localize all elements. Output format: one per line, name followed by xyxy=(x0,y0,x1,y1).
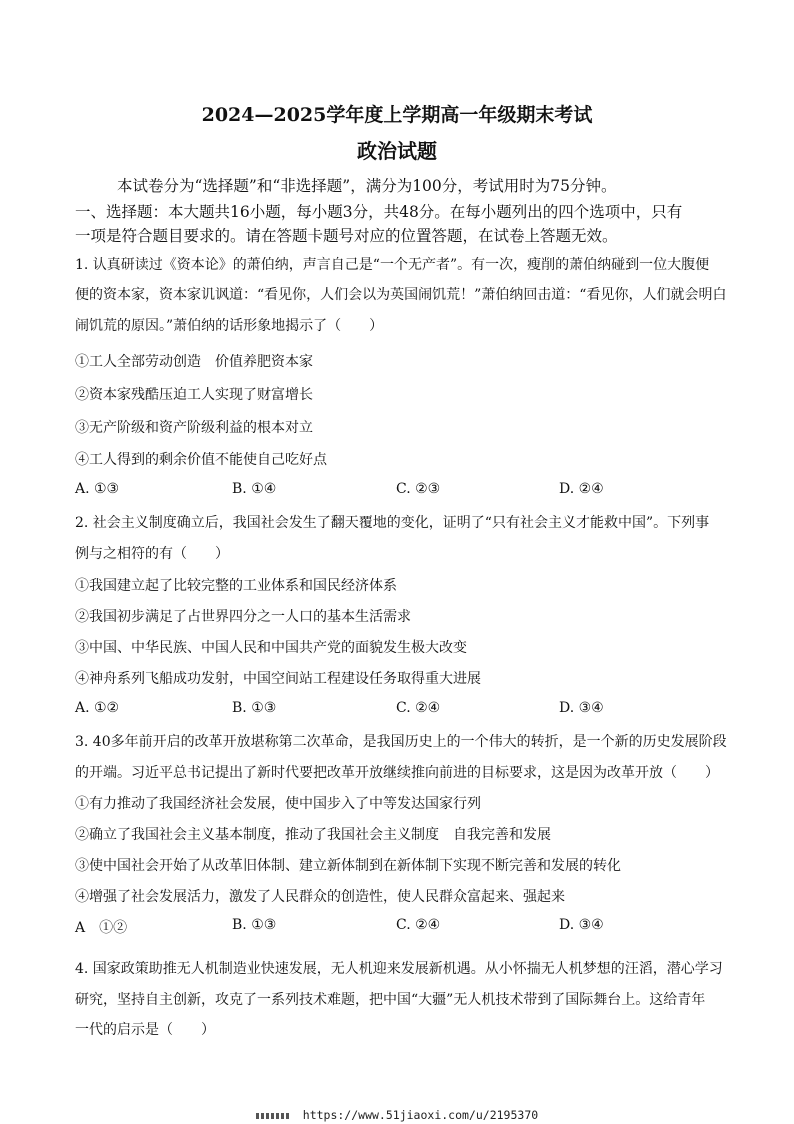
option-a[interactable]: A. ①③ xyxy=(75,481,120,497)
statement-item: ①工人全部劳动创造 价值养肥资本家 xyxy=(75,354,313,370)
answer-options xyxy=(75,917,725,937)
question-stem-line: 便的资本家，资本家讥讽道：“看见你，人们会以为英国闹饥荒！”萧伯纳回击道：“看见你，人们就会明白 xyxy=(75,287,727,303)
statement-item: ②我国初步满足了占世界四分之一人口的基本生活需求 xyxy=(75,609,411,625)
footer xyxy=(0,1108,794,1122)
statement-item: ③中国、中华民族、中国人民和中国共产党的面貌发生极大改变 xyxy=(75,640,467,656)
question-stem-line: 研究，坚持自主创新，攻克了一系列技术难题，把中国“大疆”无人机技术带到了国际舞台上。这给青年 xyxy=(75,992,706,1008)
option-d[interactable]: D. ③④ xyxy=(559,917,604,933)
option-c[interactable]: C. ②③ xyxy=(396,481,441,497)
statement-item: ①有力推动了我国经济社会发展，使中国步入了中等发达国家行列 xyxy=(75,796,481,812)
statement-item: ④工人得到的剩余价值不能使自己吃好点 xyxy=(75,452,327,468)
exam-intro: 本试卷分为“选择题”和“非选择题”，满分为100分，考试用时为75分钟。 xyxy=(117,177,617,195)
option-a[interactable]: A ①② xyxy=(75,920,128,936)
option-c[interactable]: C. ②④ xyxy=(396,700,441,716)
footer-url-link[interactable]: https://www.51jiaoxi.com/u/2195370 xyxy=(302,1108,539,1122)
answer-options xyxy=(75,481,725,501)
option-c[interactable]: C. ②④ xyxy=(396,917,441,933)
exam-subtitle: 政治试题 xyxy=(357,139,437,163)
statement-item: ②资本家残酷压迫工人实现了财富增长 xyxy=(75,387,313,403)
question-stem-line: 一代的启示是（ ） xyxy=(75,1022,215,1038)
statement-item: ③无产阶级和资产阶级利益的根本对立 xyxy=(75,420,313,436)
question-stem-line: 例与之相符的有（ ） xyxy=(75,546,229,562)
question-stem-line: 1. 认真研读过《资本论》的萧伯纳，声言自己是“一个无产者”。有一次，瘦削的萧伯纳碰到一位大腹便 xyxy=(75,257,710,273)
statement-item: ④神舟系列飞船成功发射，中国空间站工程建设任务取得重大进展 xyxy=(75,671,481,687)
statement-item: ④增强了社会发展活力，激发了人民群众的创造性，使人民群众富起来、强起来 xyxy=(75,889,565,905)
option-b[interactable]: B. ①④ xyxy=(232,481,277,497)
option-a[interactable]: A. ①② xyxy=(75,700,120,716)
question-stem-line: 闹饥荒的原因。”萧伯纳的话形象地揭示了（ ） xyxy=(75,318,384,334)
section-heading-line-1: 一、选择题：本大题共16小题，每小题3分，共48分。在每小题列出的四个选项中，只有 xyxy=(75,203,683,221)
section-heading-line-2: 一项是符合题目要求的。请在答题卡题号对应的位置答题，在试卷上答题无效。 xyxy=(75,227,618,245)
question-stem-line: 3. 40多年前开启的改革开放堪称第二次革命，是我国历史上的一个伟大的转折，是一个新的历史发展阶段 xyxy=(75,734,727,750)
option-b[interactable]: B. ①③ xyxy=(232,700,277,716)
watermark-logo-icon xyxy=(256,1113,290,1119)
option-d[interactable]: D. ②④ xyxy=(559,481,604,497)
statement-item: ②确立了我国社会主义基本制度，推动了我国社会主义制度 自我完善和发展 xyxy=(75,827,551,843)
question-stem-line: 的开端。习近平总书记提出了新时代要把改革开放继续推向前进的目标要求，这是因为改革开放（ ） xyxy=(75,765,719,781)
statement-item: ①我国建立起了比较完整的工业体系和国民经济体系 xyxy=(75,578,397,594)
question-stem-line: 4. 国家政策助推无人机制造业快速发展，无人机迎来发展新机遇。从小怀揣无人机梦想的汪滔，潜心学习 xyxy=(75,961,723,977)
answer-options xyxy=(75,700,725,720)
exam-title: 2024—2025学年度上学期高一年级期末考试 xyxy=(201,104,593,126)
option-d[interactable]: D. ③④ xyxy=(559,700,604,716)
statement-item: ③使中国社会开始了从改革旧体制、建立新体制到在新体制下实现不断完善和发展的转化 xyxy=(75,858,621,874)
question-stem-line: 2. 社会主义制度确立后，我国社会发生了翻天覆地的变化，证明了“只有社会主义才能救中国”。下列事 xyxy=(75,515,710,531)
option-b[interactable]: B. ①③ xyxy=(232,917,277,933)
